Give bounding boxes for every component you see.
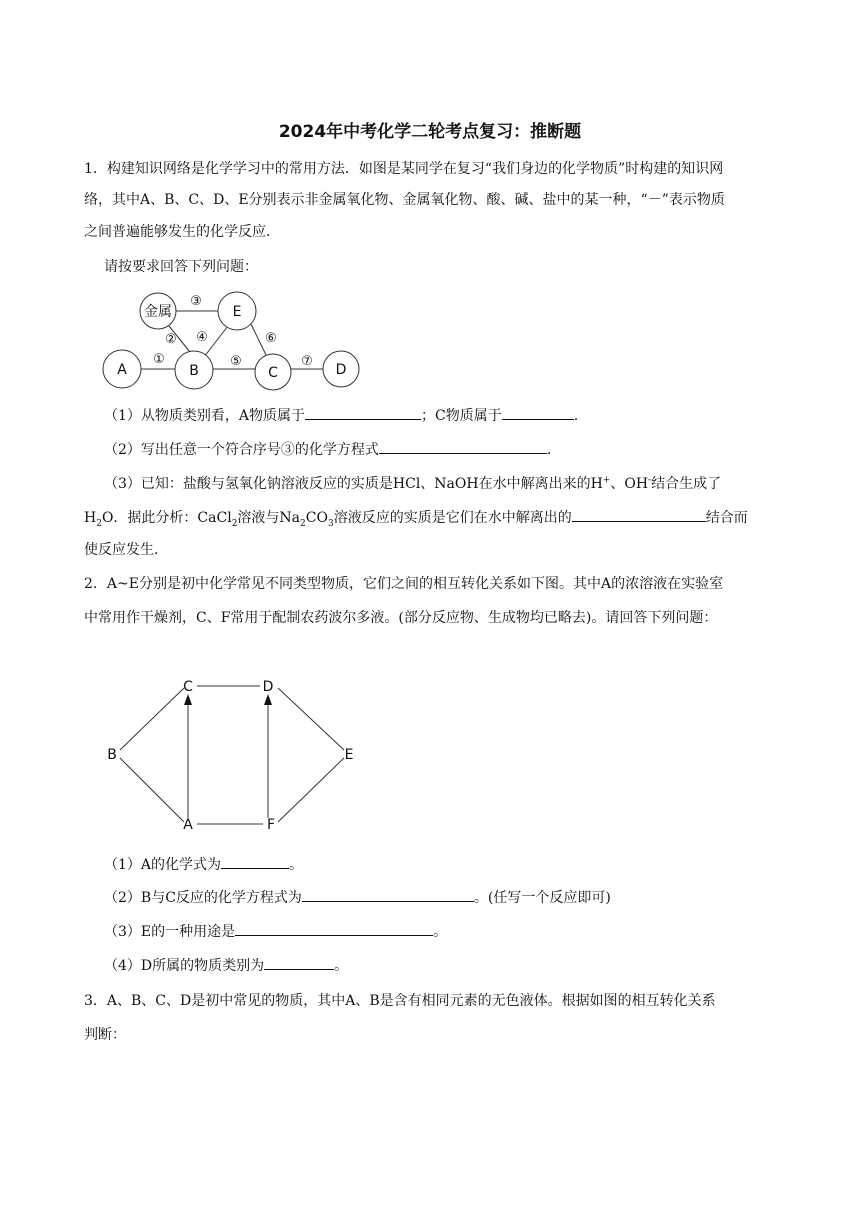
node-d: D <box>262 679 274 695</box>
q3-stem-line1: 3．A、B、C、D是初中常见的物质，其中A、B是含有相同元素的无色液体。根据如图的相互转化关系 <box>84 993 716 1009</box>
q2-sub1-blank[interactable] <box>221 854 289 869</box>
q2-sub4: （4）D所属的物质类别为 。 <box>104 952 796 980</box>
q1-sub2: （2）写出任意一个符合序号③的化学方程式 . <box>104 436 796 464</box>
node-c: C <box>183 679 193 695</box>
label-c: C <box>268 365 278 381</box>
q1-sub3-blank[interactable] <box>572 507 706 522</box>
q1-sub1: （1）从物质类别看，A物质属于 ；C物质属于 . <box>104 402 796 430</box>
label-metal: 金属 <box>144 304 172 320</box>
node-f: F <box>266 817 276 833</box>
reaction-1-label: ① <box>153 352 165 367</box>
q2-sub3: （3）E的一种用途是 。 <box>104 918 796 946</box>
q1-sub1-blank-a[interactable] <box>305 405 421 420</box>
reaction-3-label: ③ <box>190 294 202 309</box>
q1-stem-line1: 1．构建知识网络是化学学习中的常用方法．如图是某同学在复习“我们身边的化学物质”时构建的知识网 <box>84 161 724 177</box>
label-a: A <box>117 362 127 378</box>
label-e: E <box>232 304 242 320</box>
q2-sub2: （2）B与C反应的化学方程式为 。(任写一个反应即可) <box>104 884 796 912</box>
node-a: A <box>183 817 193 833</box>
q1-sub3-cont: $H_2O$．据此分析：CaCl$_2$溶液与$Na_2CO_3$溶液反应的实质是它们在水中解离出的 结合而 <box>84 504 796 532</box>
reaction-7-label: ⑦ <box>301 354 313 369</box>
node-b: B <box>107 747 117 763</box>
q2-sub2-blank[interactable] <box>302 887 474 902</box>
q2-transform-diagram <box>100 672 370 837</box>
q1-stem-line2: 络，其中A、B、C、D、E分别表示非金属氧化物、金属氧化物、酸、碱、盐中的某一种，“－”表示物质 <box>84 192 725 208</box>
node-e: E <box>344 747 354 763</box>
reaction-6-label: ⑥ <box>265 331 277 346</box>
label-b: B <box>189 363 199 379</box>
q1-sub3: （3）已知：盐酸与氢氧化钠溶液反应的实质是HCl、NaOH在水中解离出来的H+、OH-结合生成了 <box>104 475 722 492</box>
page-title: 2024年中考化学二轮考点复习：推断题 <box>278 122 582 142</box>
label-d: D <box>335 362 347 378</box>
q2-sub3-blank[interactable] <box>235 921 433 936</box>
q2-sub4-blank[interactable] <box>264 955 334 970</box>
reaction-2-label: ② <box>165 332 177 347</box>
q1-prompt: 请按要求回答下列问题： <box>104 259 258 275</box>
q2-stem-line2: 中常用作干燥剂，C、F常用于配制农药波尔多液。(部分反应物、生成物均已略去)。请回答下列问题： <box>84 610 718 626</box>
q1-stem-line3: 之间普遍能够发生的化学反应． <box>84 224 280 240</box>
q1-sub1-blank-c[interactable] <box>502 405 574 420</box>
q3-stem-line2: 判断： <box>84 1027 126 1043</box>
q1-network-diagram <box>100 287 370 397</box>
reaction-5-label: ⑤ <box>230 354 242 369</box>
reaction-4-label: ④ <box>196 330 208 345</box>
q2-stem-line1: 2．A~E分别是初中化学常见不同类型物质，它们之间的相互转化关系如下图。其中A的浓溶液在实验室 <box>84 576 724 592</box>
q1-sub3-end: 使反应发生． <box>84 542 168 558</box>
q1-sub2-blank[interactable] <box>379 439 547 454</box>
q2-sub1: （1）A的化学式为 。 <box>104 851 796 879</box>
